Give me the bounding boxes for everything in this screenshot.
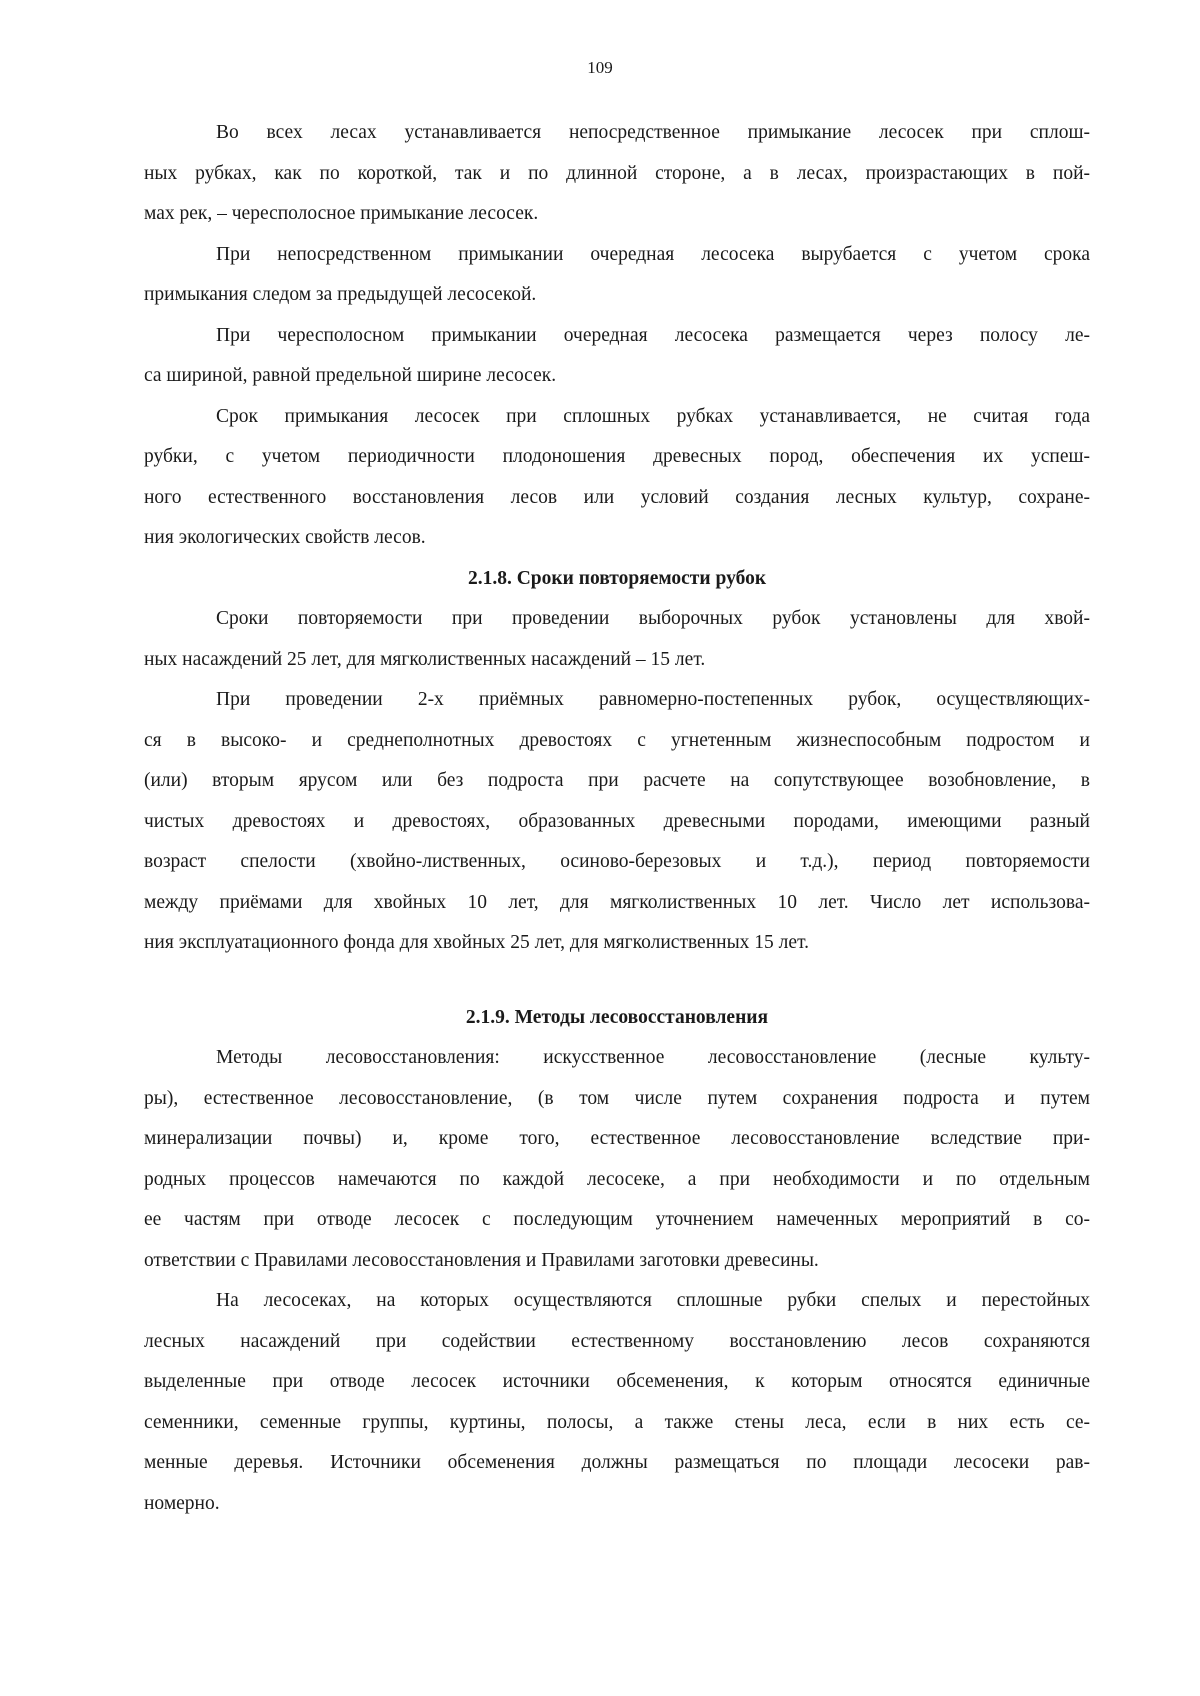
text-line: ных рубках, как по короткой, так и по длинной стороне, а в лесах, произрастающих в пой-: [144, 162, 1090, 184]
text-line: са шириной, равной предельной ширине лесосек.: [144, 365, 557, 386]
text-line: (или) вторым ярусом или без подроста при расчете на сопутствующее возобновление, в: [144, 770, 1090, 791]
text-line: Во всех лесах устанавливается непосредственное примыкание лесосек при сплош-: [216, 122, 1090, 143]
text-line: рубки, с учетом периодичности плодоношения древесных пород, обеспечения их успеш-: [144, 446, 1090, 467]
text-line: При проведении 2-х приёмных равномерно-постепенных рубок, осуществляющих-: [216, 689, 1090, 710]
text-line: При чересполосном примыкании очередная лесосека размещается через полосу ле-: [216, 324, 1090, 346]
text-line: На лесосеках, на которых осуществляются сплошные рубки спелых и перестойных: [216, 1290, 1090, 1311]
text-line: ры), естественное лесовосстановление, (в том числе путем сохранения подроста и путем: [144, 1087, 1090, 1109]
paragraph: [144, 316, 1090, 397]
paragraph: [144, 680, 1090, 964]
document-body: [144, 113, 1090, 1524]
text-line: Методы лесовосстановления: искусственное лесовосстановление (лесные культу-: [216, 1047, 1090, 1068]
text-line: мах рек, – чересполосное примыкание лесосек.: [144, 203, 539, 224]
text-line: менные деревья. Источники обсеменения должны размещаться по площади лесосеки рав-: [144, 1452, 1090, 1473]
text-line: ее частям при отводе лесосек с последующим уточнением намеченных мероприятий в со-: [144, 1209, 1090, 1230]
paragraph: [144, 113, 1090, 235]
text-line: выделенные при отводе лесосек источники обсеменения, к которым относятся единичные: [144, 1371, 1090, 1392]
text-line: номерно.: [144, 1492, 220, 1514]
text-line: ния эксплуатационного фонда для хвойных 25 лет, для мягколиственных 15 лет.: [144, 932, 809, 953]
section-spacer: [144, 964, 1090, 998]
text-line: ных насаждений 25 лет, для мягколиственных насаждений – 15 лет.: [144, 648, 706, 670]
text-line: ся в высоко- и среднеполнотных древостоях с угнетенным жизнеспособным подростом и: [144, 729, 1090, 751]
section-heading: 2.1.9. Методы лесовосстановления: [465, 1006, 769, 1028]
text-line: родных процессов намечаются по каждой лесосеке, а при необходимости и по отдельным: [144, 1168, 1090, 1190]
text-line: При непосредственном примыкании очередная лесосека вырубается с учетом срока: [216, 243, 1090, 265]
section-heading: 2.1.8. Сроки повторяемости рубок: [467, 567, 767, 589]
paragraph: [144, 1038, 1090, 1281]
text-line: Сроки повторяемости при проведении выборочных рубок установлены для хвой-: [216, 608, 1090, 629]
text-line: минерализации почвы) и, кроме того, естественное лесовосстановление вследствие при-: [144, 1128, 1090, 1149]
text-line: Срок примыкания лесосек при сплошных рубках устанавливается, не считая года: [216, 405, 1090, 427]
text-line: между приёмами для хвойных 10 лет, для мягколиственных 10 лет. Число лет использова-: [144, 891, 1090, 913]
text-line: ответствии с Правилами лесовосстановления и Правилами заготовки древесины.: [144, 1249, 819, 1271]
text-line: ного естественного восстановления лесов или условий создания лесных культур, сохране-: [144, 486, 1090, 508]
text-line: ния экологических свойств лесов.: [144, 527, 426, 548]
page-number: 109: [587, 58, 613, 77]
text-line: возраст спелости (хвойно-лиственных, осиново-березовых и т.д.), период повторяемости: [144, 851, 1090, 872]
paragraph: [144, 1281, 1090, 1524]
text-line: примыкания следом за предыдущей лесосекой.: [144, 284, 537, 305]
paragraph: [144, 235, 1090, 316]
text-line: семенники, семенные группы, куртины, полосы, а также стены леса, если в них есть се-: [144, 1411, 1090, 1433]
text-line: чистых древостоях и древостоях, образованных древесными породами, имеющими разный: [144, 810, 1090, 832]
paragraph: [144, 397, 1090, 559]
text-line: лесных насаждений при содействии естественному восстановлению лесов сохраняются: [144, 1330, 1090, 1352]
paragraph: [144, 599, 1090, 680]
